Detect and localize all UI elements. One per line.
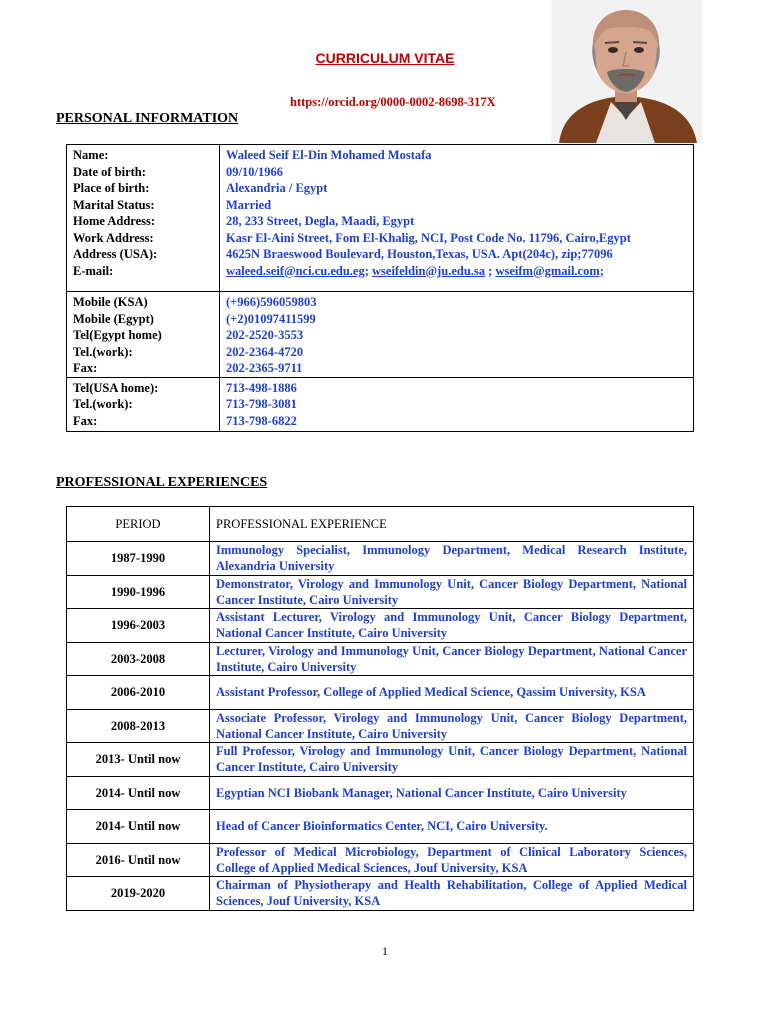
mobile-ksa-label: Mobile (KSA) [67,292,220,311]
personal-info-heading: PERSONAL INFORMATION [56,111,239,126]
period-cell: 2019-2020 [67,877,210,911]
table-row [67,843,694,877]
tel-work-usa-value: 713-798-3081 [220,396,694,413]
mobile-egypt-label: Mobile (Egypt) [67,311,220,328]
home-address-value: 28, 233 Street, Degla, Maadi, Egypt [220,213,694,230]
dob-value: 09/10/1966 [220,164,694,181]
period-cell: 1990-1996 [67,575,210,609]
fax-usa-value: 713-798-6822 [220,413,694,432]
email-label: E-mail: [67,263,220,280]
email-separator: ; [485,263,496,278]
experience-cell: Demonstrator, Virology and Immunology Unit, Cancer Biology Department, National Cancer Institute, Cairo University [210,575,694,609]
table-row [67,810,694,844]
marital-value: Married [220,197,694,214]
experience-cell: Lecturer, Virology and Immunology Unit, Cancer Biology Department, National Cancer Institute, Cairo University [210,642,694,676]
period-cell: 1987-1990 [67,542,210,576]
experience-column-header: PROFESSIONAL EXPERIENCE [210,507,694,542]
tel-usa-home-label: Tel(USA home): [67,377,220,396]
period-cell: 2013- Until now [67,743,210,777]
spacer [220,279,694,292]
fax-value: 202-2365-9711 [220,360,694,377]
experience-heading: PROFESSIONAL EXPERIENCES [56,475,268,490]
experience-cell: Associate Professor, Virology and Immunology Unit, Cancer Biology Department, National Cancer Institute, Cairo University [210,709,694,743]
cv-title: CURRICULUM VITAE [315,50,455,66]
experience-cell: Full Professor, Virology and Immunology Unit, Cancer Biology Department, National Cancer Institute, Cairo University [210,743,694,777]
experience-cell: Assistant Lecturer, Virology and Immunology Unit, Cancer Biology Department, National Cancer Institute, Cairo University [210,609,694,643]
pob-value: Alexandria / Egypt [220,180,694,197]
tel-egypt-home-value: 202-2520-3553 [220,327,694,344]
usa-address-label: Address (USA): [67,246,220,263]
table-row [67,709,694,743]
period-cell: 2014- Until now [67,776,210,810]
spacer [67,279,220,292]
period-cell: 1996-2003 [67,609,210,643]
tel-work-usa-label: Tel.(work): [67,396,220,413]
email-link-1[interactable]: waleed.seif@nci.cu.edu.eg [226,263,365,278]
period-cell: 2003-2008 [67,642,210,676]
email-link-3[interactable]: wseifm@gmail.com; [495,263,604,278]
table-row [67,609,694,643]
email-values [220,263,694,280]
experience-cell: Egyptian NCI Biobank Manager, National Cancer Institute, Cairo University [210,776,694,810]
experience-cell: Immunology Specialist, Immunology Department, Medical Research Institute, Alexandria University [210,542,694,576]
mobile-egypt-value: (+2)01097411599 [220,311,694,328]
fax-label: Fax: [67,360,220,377]
personal-info-table [66,144,694,432]
experience-cell: Head of Cancer Bioinformatics Center, NCI, Cairo University. [210,810,694,844]
name-value: Waleed Seif El-Din Mohamed Mostafa [220,145,694,164]
tel-egypt-home-label: Tel(Egypt home) [67,327,220,344]
work-address-value: Kasr El-Aini Street, Fom El-Khalig, NCI, Post Code No. 11796, Cairo,Egypt [220,230,694,247]
mobile-ksa-value: (+966)596059803 [220,292,694,311]
experience-cell: Chairman of Physiotherapy and Health Rehabilitation, College of Applied Medical Sciences, Jouf University, KSA [210,877,694,911]
experience-cell: Professor of Medical Microbiology, Department of Clinical Laboratory Sciences, College of Applied Medical Sciences, Jouf University, KSA [210,843,694,877]
table-row [67,575,694,609]
table-row [67,743,694,777]
experience-table [66,506,694,911]
home-address-label: Home Address: [67,213,220,230]
name-label: Name: [67,145,220,164]
portrait-photo [551,0,702,143]
period-cell: 2006-2010 [67,676,210,710]
period-cell: 2008-2013 [67,709,210,743]
experience-cell: Assistant Professor, College of Applied Medical Science, Qassim University, KSA [210,676,694,710]
table-row [67,542,694,576]
tel-work-value: 202-2364-4720 [220,344,694,361]
pob-label: Place of birth: [67,180,220,197]
period-cell: 2014- Until now [67,810,210,844]
table-row [67,877,694,911]
dob-label: Date of birth: [67,164,220,181]
period-cell: 2016- Until now [67,843,210,877]
orcid-link[interactable]: https://orcid.org/0000-0002-8698-317X [290,95,496,109]
email-link-2[interactable]: wseifeldin@ju.edu.sa [372,263,486,278]
work-address-label: Work Address: [67,230,220,247]
table-row [67,776,694,810]
table-row [67,642,694,676]
table-row [67,676,694,710]
page-number: 1 [382,944,388,958]
email-separator: ; [364,263,372,278]
tel-usa-home-value: 713-498-1886 [220,377,694,396]
period-column-header: PERIOD [67,507,210,542]
fax-usa-label: Fax: [67,413,220,432]
marital-label: Marital Status: [67,197,220,214]
tel-work-label: Tel.(work): [67,344,220,361]
usa-address-value: 4625N Braeswood Boulevard, Houston,Texas, USA. Apt(204c), zip;77096 [220,246,694,263]
